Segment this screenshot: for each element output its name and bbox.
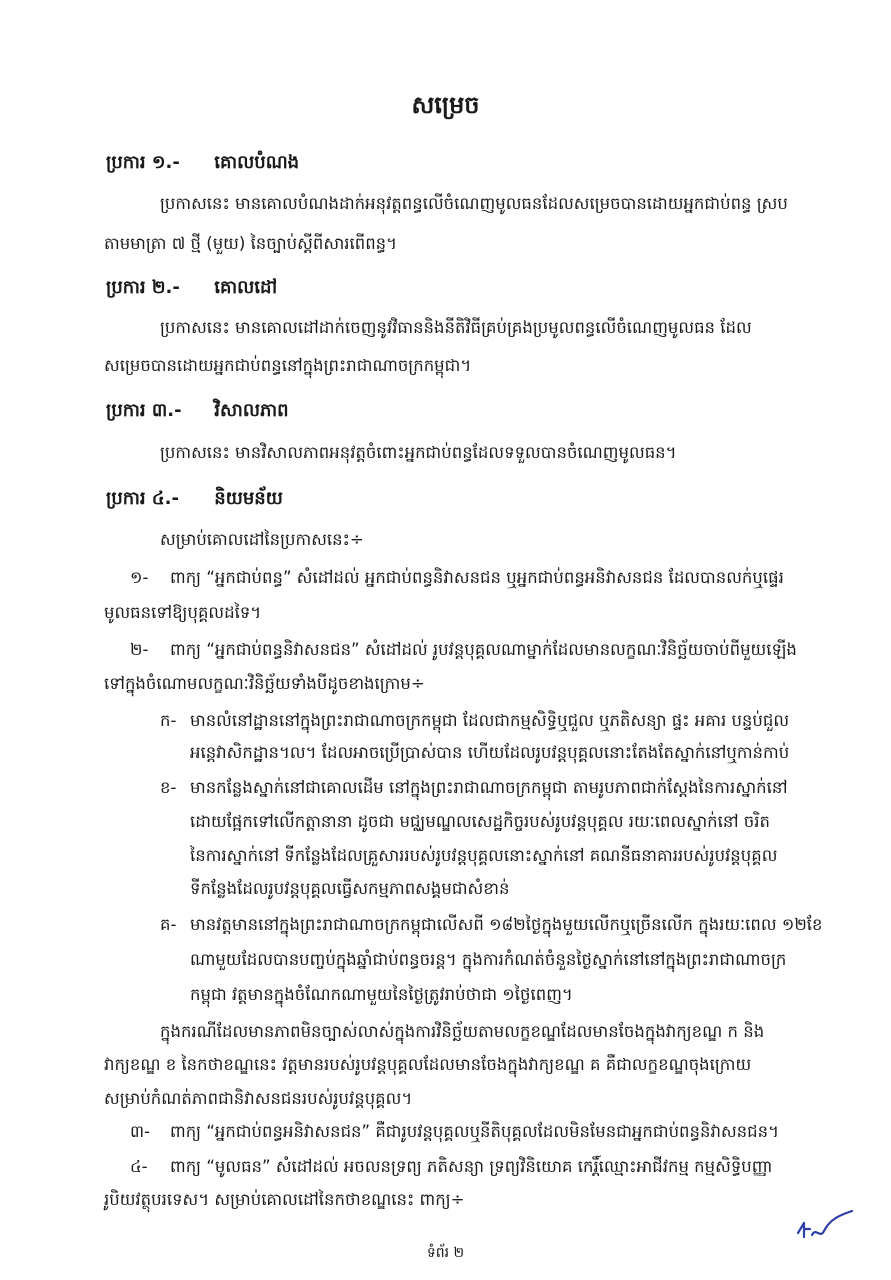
article-4-intro: សម្រាប់គោលដៅនៃប្រកាសនេះ÷: [160, 530, 364, 549]
article-1-line-2: តាមមាត្រា ៧ ថ្មី (មួយ) នៃច្បាប់ស្តីពីសារពើពន្ធ។: [104, 234, 398, 253]
article-4-title: និយមន័យ: [214, 488, 283, 509]
page-number: ទំព័រ ២: [426, 1245, 465, 1261]
subitem-kha-number: ខ-: [160, 778, 177, 797]
definition-3-line-1: ពាក្យ “អ្នកជាប់ពន្ធអនិវាសនជន” គឺជារូបវន្តបុគ្គលឬនីតិបុគ្គលដែលមិនមែនជាអ្នកជាប់ពន្ធនិវាសនជន។: [170, 1122, 779, 1141]
subitem-ko-number: គ-: [160, 915, 177, 934]
subitem-ka-line-1: មានលំនៅដ្ឋាននៅក្នុងព្រះរាជាណាចក្រកម្ពុជា ដែលជាកម្មសិទ្ធិឬជួល ឬភតិសន្យា ផ្ទះ អគារ បន្ទប់ជួល: [190, 711, 790, 730]
article-1-title: គោលបំណង: [214, 152, 300, 173]
definition-2-after-line-3: សម្រាប់កំណត់ភាពជានិវាសនជនរបស់រូបវន្តបុគ្គល។: [104, 1089, 413, 1108]
article-4-heading: [106, 486, 283, 513]
subitem-kha-line-1: មានកន្លែងស្នាក់នៅជាគោលដើម នៅក្នុងព្រះរាជាណាចក្រកម្ពុជា តាមរូបភាពជាក់ស្តែងនៃការស្នាក់នៅ: [190, 778, 788, 797]
definition-2-after-line-2: វាក្យខណ្ឌ ខ នៃកថាខណ្ឌនេះ វត្តមានរបស់រូបវន្តបុគ្គលដែលមានចែងក្នុងវាក្យខណ្ឌ គ គឺជាលក្ខខណ្ឌចុងក្រោយ: [104, 1055, 752, 1074]
definition-2-number: ២-: [130, 640, 149, 659]
subitem-ko-line-1: មានវត្តមាននៅក្នុងព្រះរាជាណាចក្រកម្ពុជាលើសពី ១៨២ថ្ងៃក្នុងមួយលើកឬច្រើនលើក ក្នុងរយៈពេល ១២ខែ: [190, 915, 823, 934]
article-1-line-1: ប្រកាសនេះ មានគោលបំណងដាក់អនុវត្តពន្ធលើចំណេញមូលធនដែលសម្រេចបានដោយអ្នកជាប់ពន្ធ ស្រប: [160, 194, 788, 213]
definition-1-line-1: ពាក្យ “អ្នកជាប់ពន្ធ” សំដៅដល់ អ្នកជាប់ពន្ធនិវាសនជន ឬអ្នកជាប់ពន្ធអនិវាសនជន ដែលបានលក់ឬផ្ទេរ: [170, 568, 784, 587]
definition-2-line-1: ពាក្យ “អ្នកជាប់ពន្ធនិវាសនជន” សំដៅដល់ រូបវន្តបុគ្គលណាម្នាក់ដែលមានលក្ខណៈវិនិច្ឆ័យចាប់ពីមួយឡើង: [170, 640, 797, 659]
article-2-heading: [106, 275, 277, 302]
article-1-label: ប្រការ ១.-: [106, 152, 180, 173]
subitem-kha-line-2: ដោយផ្អែកទៅលើកត្តានានា ដូចជា មជ្ឈមណ្ឌលសេដ្ឋកិច្ចរបស់រូបវន្តបុគ្គល រយៈពេលស្នាក់នៅ ចរិត: [190, 812, 770, 831]
article-3-label: ប្រការ ៣.-: [106, 400, 182, 421]
subitem-ka-line-2: អន្តេវាសិកដ្ឋាន។ល។ ដែលអាចប្រើប្រាស់បាន ហើយដែលរូបវន្តបុគ្គលនោះតែងតែស្នាក់នៅឬកាន់កាប់: [190, 743, 790, 762]
definition-1-number: ១-: [130, 568, 149, 587]
article-2-line-1: ប្រកាសនេះ មានគោលដៅដាក់ចេញនូវវិធាននិងនីតិវិធីគ្រប់គ្រងប្រមូលពន្ធលើចំណេញមូលធន ដែល: [160, 318, 752, 337]
subitem-kha-line-3: នៃការស្នាក់នៅ ទីកន្លែងដែលគ្រួសាររបស់រូបវន្តបុគ្គលនោះស្នាក់នៅ គណនីធនាគាររបស់រូបវន្តបុគ្គល: [190, 846, 778, 865]
article-3-title: វិសាលភាព: [214, 400, 289, 421]
article-3-heading: [106, 398, 289, 425]
article-2-line-2: សម្រេចបានដោយអ្នកជាប់ពន្ធនៅក្នុងព្រះរាជាណាចក្រកម្ពុជា។: [104, 356, 472, 375]
subitem-ko-line-3: កម្ពុជា វត្តមានក្នុងចំណែកណាមួយនៃថ្ងៃត្រូវរាប់ថាជា ១ថ្ងៃពេញ។: [190, 985, 573, 1004]
document-title: សម្រេច: [411, 91, 480, 119]
article-3-line-1: ប្រកាសនេះ មានវិសាលភាពអនុវត្តចំពោះអ្នកជាប់ពន្ធដែលទទួលបានចំណេញមូលធន។: [160, 443, 677, 462]
article-1-heading: [106, 150, 299, 177]
subitem-kha-line-4: ទីកន្លែងដែលរូបវន្តបុគ្គលធ្វើសកម្មភាពសង្គមជាសំខាន់: [190, 879, 510, 898]
definition-1-line-2: មូលធនទៅឱ្យបុគ្គលដទៃ។: [104, 603, 262, 622]
handwritten-initials: [790, 1205, 870, 1245]
definition-2-after-line-1: ក្នុងករណីដែលមានភាពមិនច្បាស់លាស់ក្នុងការវិនិច្ឆ័យតាមលក្ខខណ្ឌដែលមានចែងក្នុងវាក្យខណ្ឌ ក និង: [160, 1022, 765, 1041]
article-2-title: គោលដៅ: [214, 277, 278, 298]
subitem-ka-number: ក-: [160, 711, 177, 730]
definition-4-line-2: រូបិយវត្ថុបរទេស។ សម្រាប់គោលដៅនៃកថាខណ្ឌនេះ ពាក្យ÷: [104, 1190, 465, 1209]
subitem-ko-line-2: ណាមួយដែលបានបញ្ចប់ក្នុងឆ្នាំជាប់ពន្ធចរន្ត។ ក្នុងការកំណត់ចំនួនថ្ងៃស្នាក់នៅនៅក្នុងព្រះរាជាណាចក្រ: [190, 950, 787, 969]
definition-4-line-1: ពាក្យ “មូលធន” សំដៅដល់ អចលនទ្រព្យ ភតិសន្យា ទ្រព្យវិនិយោគ កេរ្តិ៍ឈ្មោះអាជីវកម្ម កម្មសិទ្ធិបញ្ញា: [170, 1157, 773, 1176]
article-4-label: ប្រការ ៤.-: [106, 488, 179, 509]
article-2-label: ប្រការ ២.-: [106, 277, 180, 298]
definition-4-number: ៤-: [130, 1157, 148, 1176]
definition-2-line-2: ទៅក្នុងចំណោមលក្ខណៈវិនិច្ឆ័យទាំងបីដូចខាងក្រោម÷: [104, 674, 425, 693]
definition-3-number: ៣-: [130, 1122, 151, 1141]
